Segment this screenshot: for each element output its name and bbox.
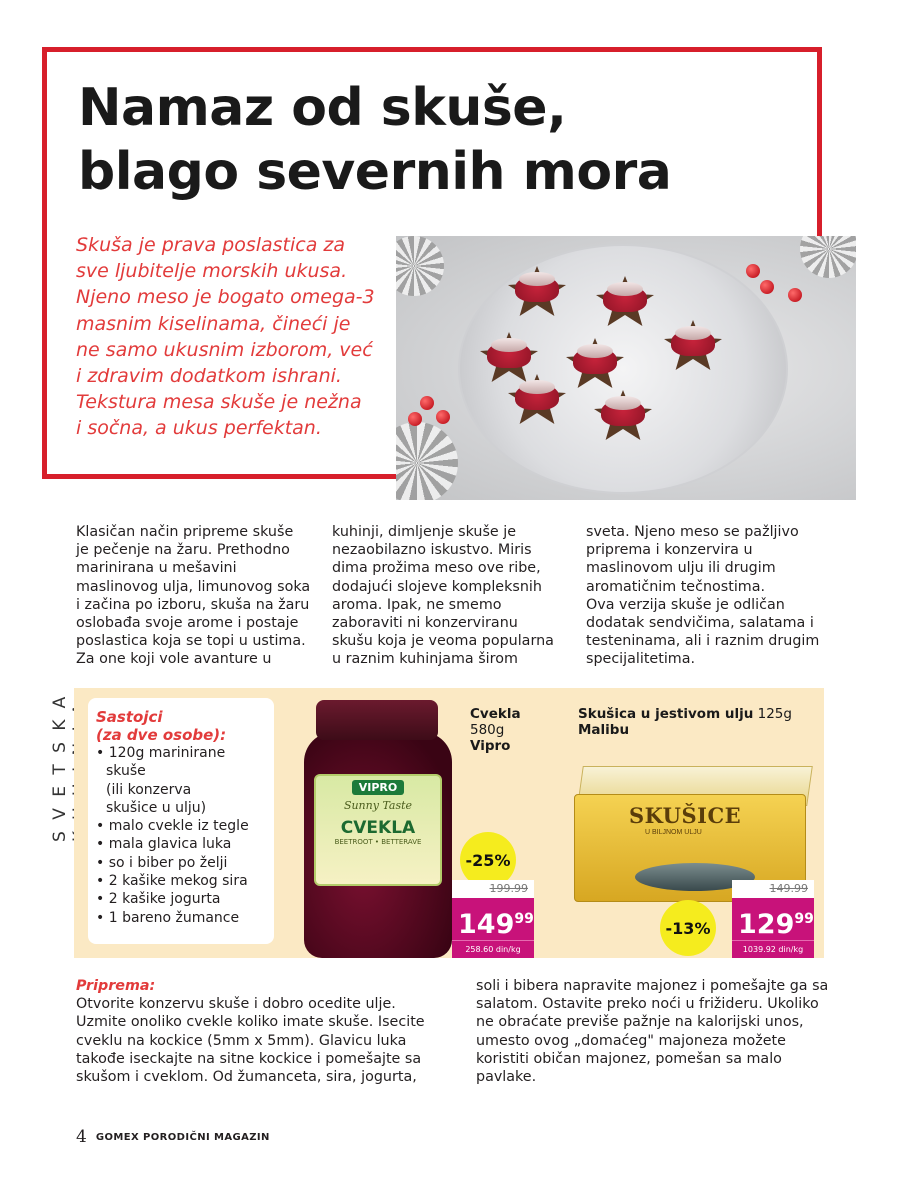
jar-label [314, 774, 442, 886]
prep-line: cveklu na kockice (5mm x 5mm). Glavicu luka [76, 1032, 407, 1049]
ingredients-subtitle: (za dve osobe): [96, 726, 227, 744]
jar-tagline: Sunny Taste [343, 799, 413, 812]
canape-fish [519, 380, 555, 394]
tin-subtitle: U BILJNOM ULJU [645, 829, 702, 836]
prep-line: Uzmite onoliko cvekle koliko imate skuše. Isecite [76, 1014, 425, 1031]
title-line-1: Namaz od skuše, [78, 78, 567, 138]
section-label: SVETSKA [50, 685, 70, 842]
body-line: testeninama, ali i raznim drugim [586, 633, 820, 650]
intro-line: masnim kiselinama, čineći je [76, 312, 351, 335]
prep-line: umesto ovog „domaćeg" majoneza možete [476, 1032, 786, 1049]
mackerel-old-price: 149.99 [732, 880, 814, 898]
body-line: dima prožima meso ove ribe, [332, 560, 541, 577]
body-column-1 [76, 523, 311, 669]
beet-product-info [470, 706, 521, 754]
body-line: poslastica koja se topi u ustima. [76, 633, 306, 650]
berry-decoration [408, 412, 422, 426]
page-footer [76, 1127, 270, 1147]
mackerel-unit-price: 1039.92 din/kg [732, 940, 814, 958]
intro-line: Tekstura mesa skuše je nežna [76, 391, 362, 414]
ingredient-item: • 2 kašike mekog sira [96, 872, 274, 890]
berry-decoration [788, 288, 802, 302]
beet-jar-image [302, 700, 454, 958]
body-line: marinirana u mešavini [76, 560, 237, 577]
body-line: aroma. Ipak, ne smemo [332, 596, 502, 613]
body-line: nezaobilazno iskustvo. Miris [332, 542, 532, 559]
beet-discount-badge: -25% [460, 832, 516, 888]
ingredient-item: • 120g marinirane [96, 744, 274, 762]
body-line: dodajući slojeve kompleksnih [332, 578, 542, 595]
mackerel-product-info [578, 706, 792, 738]
mackerel-brand: Malibu [578, 722, 630, 738]
ingredient-item: skuše [106, 763, 146, 780]
ingredient-item: skušice u ulju) [106, 799, 207, 816]
ingredients-title: Sastojci [96, 708, 163, 726]
body-line: kuhinji, dimljenje skuše je [332, 524, 517, 540]
mackerel-new-price [732, 898, 814, 940]
prep-line: salatom. Ostavite preko noći u frižideru. Ukoliko [476, 996, 819, 1013]
prep-line: Otvorite konzervu skuše i dobro ocedite ulje. [76, 996, 396, 1013]
beet-new-price [452, 898, 534, 940]
body-line: u raznim kuhinjama širom [332, 651, 518, 668]
ingredient-item: • malo cvekle iz tegle [96, 817, 274, 835]
mackerel-price-main: 129 [738, 909, 795, 940]
article-intro [76, 232, 376, 442]
prep-line: pavlake. [476, 1069, 537, 1086]
intro-line: ne samo ukusnim izborom, već [76, 338, 373, 361]
berry-decoration [760, 280, 774, 294]
body-line: Ova verzija skuše je odličan [586, 596, 785, 613]
mackerel-discount-badge: -13% [660, 900, 716, 956]
title-line-2: blago severnih mora [78, 142, 672, 202]
ingredient-item: • so i biber po želji [96, 854, 274, 872]
intro-line: Njeno meso je bogato omega-3 [76, 286, 375, 309]
mackerel-name: Skušica u jestivom ulju [578, 706, 754, 722]
berry-decoration [436, 410, 450, 424]
body-column-3 [586, 523, 818, 669]
ingredient-item: • mala glavica luka [96, 835, 274, 853]
canape-fish [675, 326, 711, 340]
body-column-2 [332, 523, 564, 669]
body-line: maslinovog ulja, limunovog soka [76, 578, 311, 595]
preparation-left [76, 977, 425, 1086]
mackerel-price-cents: 99 [794, 911, 814, 927]
jar-product-name: CVEKLA [340, 818, 416, 838]
beet-old-price: 199.99 [452, 880, 534, 898]
jar-brand-logo: VIPRO [352, 780, 404, 795]
prep-line: koristiti običan majonez, pomešan sa malo [476, 1050, 782, 1067]
body-line: zaboraviti ni konzerviranu [332, 615, 518, 632]
canape-fish [519, 272, 555, 286]
preparation-title: Priprema: [76, 978, 156, 994]
beet-price-cents: 99 [514, 911, 534, 927]
prep-line: soli i bibera napravite majonez i pomešajte ga sa [476, 978, 829, 994]
disco-ball-decoration [396, 422, 458, 500]
intro-line: i sočna, a ukus perfektan. [76, 417, 322, 440]
body-line: priprema i konzervira u [586, 542, 753, 559]
berry-decoration [746, 264, 760, 278]
beet-price-tag [452, 880, 534, 960]
berry-decoration [420, 396, 434, 410]
body-line: dodatak sendvičima, salatama i [586, 615, 814, 632]
body-line: maslinovom ulju ili drugim [586, 560, 776, 577]
body-line: sveta. Njeno meso se pažljivo [586, 524, 799, 540]
prep-line: skušom i cveklom. Od žumanceta, sira, jogurta, [76, 1069, 417, 1086]
intro-line: Skuša je prava poslastica za [76, 234, 346, 256]
body-line: Za one koji vole avanture u [76, 651, 272, 668]
mackerel-weight: 125g [757, 706, 792, 722]
mackerel-price-tag [732, 880, 814, 960]
ingredients-box [88, 698, 274, 944]
ingredient-item: • 2 kašike jogurta [96, 890, 274, 908]
beet-unit-price: 258.60 din/kg [452, 940, 534, 958]
magazine-name: GOMEX PORODIČNI MAGAZIN [95, 1132, 270, 1143]
body-line: aromatičnim tečnostima. [586, 578, 766, 595]
body-line: specijalitetima. [586, 651, 696, 668]
article-title [78, 76, 798, 204]
ingredient-item: • 1 bareno žumance [96, 909, 274, 927]
beet-brand: Vipro [470, 738, 511, 754]
jar-product-subname: BEETROOT • BETTERAVE [334, 838, 422, 846]
beet-price-main: 149 [458, 909, 515, 940]
canape-fish [491, 338, 527, 352]
page-number: 4 [76, 1127, 87, 1147]
body-line: je pečenje na žaru. Prethodno [76, 542, 290, 559]
jar-lid [316, 700, 438, 740]
intro-line: sve ljubitelje morskih ukusa. [76, 260, 348, 283]
canape-fish [577, 344, 613, 358]
body-line: oslobađa svoje arome i postaje [76, 615, 299, 632]
preparation-right [476, 977, 828, 1086]
canape-fish [605, 396, 641, 410]
prep-line: ne obraćate previše pažnje na kalorijski unos, [476, 1014, 804, 1031]
beet-name: Cvekla [470, 706, 521, 722]
food-photo [396, 236, 856, 500]
body-line: i začina po izboru, skuša na žaru [76, 596, 310, 613]
body-line: skušu koja je veoma popularna [332, 633, 554, 650]
intro-line: i zdravim dodatkom ishrani. [76, 365, 342, 388]
disco-ball-decoration [800, 236, 856, 278]
canape-fish [607, 282, 643, 296]
disco-ball-decoration [396, 236, 444, 296]
body-line: Klasičan način pripreme skuše [76, 524, 294, 540]
ingredient-item: (ili konzerva [106, 781, 192, 798]
tin-title: SKUŠICE [629, 803, 742, 828]
beet-weight: 580g [470, 722, 505, 738]
prep-line: takođe iseckajte na sitne kockice i pomešajte sa [76, 1050, 422, 1067]
ingredients-list [96, 744, 274, 927]
